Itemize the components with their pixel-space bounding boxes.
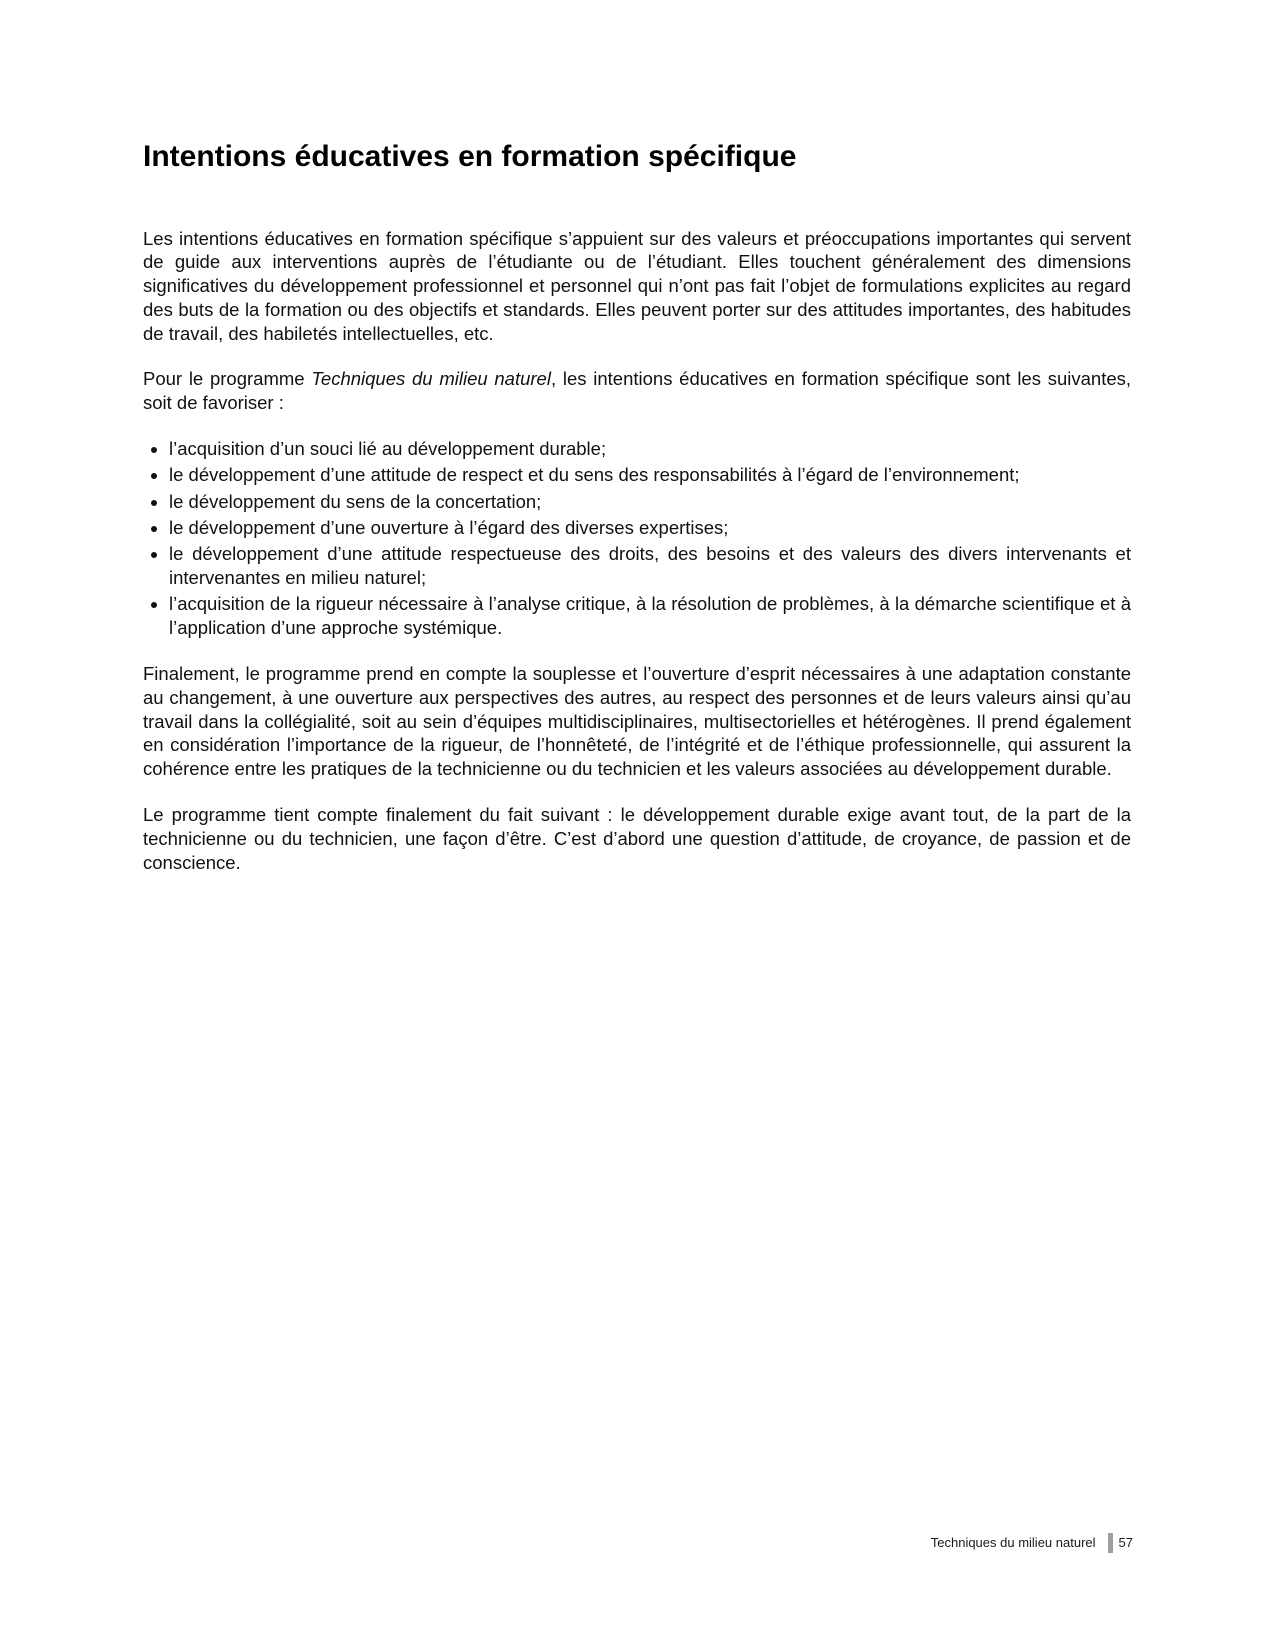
bullet-item: • le développement d’une ouverture à l’égard des diverses expertises;	[169, 516, 1131, 540]
page-title: Intentions éducatives en formation spécifique	[143, 140, 797, 173]
bullet-item: • le développement d’une attitude respectueuse des droits, des besoins et des valeurs des divers intervenants et intervenantes en milieu naturel;	[169, 542, 1131, 590]
document-content	[143, 140, 1131, 896]
bullet-item: • le développement d’une attitude de respect et du sens des responsabilités à l’égard de l’environnement;	[169, 463, 1131, 487]
paragraph-program-prefix: Pour le programme	[143, 368, 312, 390]
bullet-list	[143, 437, 1131, 640]
program-name-italic: Techniques du milieu naturel	[311, 368, 551, 390]
bullet-item: • l’acquisition de la rigueur nécessaire à l’analyse critique, à la résolution de problèmes, à la démarche scientifique et à l’application d’une approche systémique.	[169, 592, 1131, 640]
paragraph-program	[143, 367, 1131, 415]
paragraph-closing-2: Le programme tient compte finalement du fait suivant : le développement durable exige avant tout, de la part de la technicienne ou du technicien, une façon d’être. C’est d’abord une question d’attitude, de croyance, de passion et de conscience.	[143, 803, 1131, 873]
bullet-item: • le développement du sens de la concertation;	[169, 490, 1131, 514]
bullet-item: • l’acquisition d’un souci lié au développement durable;	[169, 437, 1131, 461]
paragraph-closing-1: Finalement, le programme prend en compte la souplesse et l’ouverture d’esprit nécessaires à une adaptation constante au changement, à une ouverture aux perspectives des autres, au respect des personnes et de leurs valeurs ainsi qu’au travail dans la collégialité, soit au sein d’équipes multidisciplinaires, multisectorielles et hétérogènes. Il prend également en considération l’importance de la rigueur, de l’honnêteté, de l’intégrité et de l’éthique professionnelle, qui assurent la cohérence entre les pratiques de la technicienne ou du technicien et les valeurs associées au développement durable.	[143, 662, 1131, 780]
paragraph-program-suffix: , les intentions éducatives en formation spécifique sont les suivantes, soit de favoriser :	[143, 368, 1132, 414]
paragraph-intro: Les intentions éducatives en formation spécifique s’appuient sur des valeurs et préoccupations importantes qui servent de guide aux interventions auprès de l’étudiante ou de l’étudiant. Elles touchent généralement des dimensions significatives du développement professionnel et personnel qui n’ont pas fait l’objet de formulations explicites au regard des buts de la formation ou des objectifs et standards. Elles peuvent porter sur des attitudes importantes, des habitudes de travail, des habiletés intellectuelles, etc.	[143, 227, 1131, 344]
footer-divider-bar	[1108, 1533, 1113, 1553]
page-footer	[931, 1533, 1133, 1553]
page-number: 57	[1118, 1535, 1133, 1550]
footer-program-name: Techniques du milieu naturel	[930, 1535, 1096, 1550]
